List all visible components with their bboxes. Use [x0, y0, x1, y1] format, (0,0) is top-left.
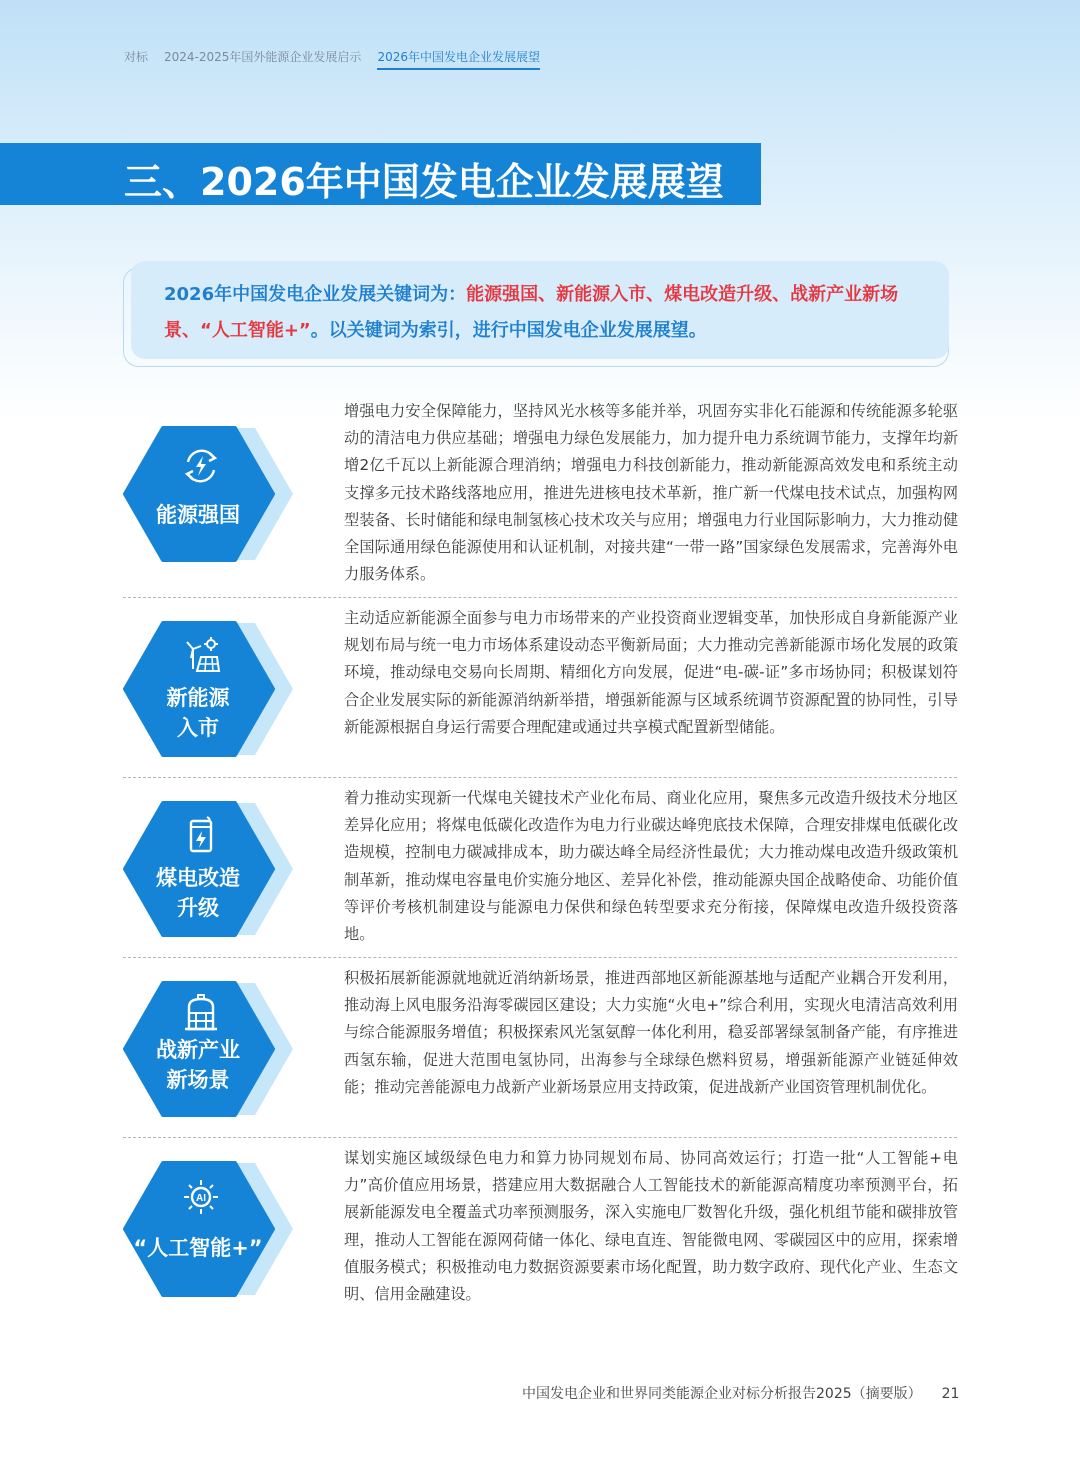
hex-label: “人工智能+” — [133, 1236, 263, 1260]
keyword-3: 煤电改造升级 — [664, 284, 773, 305]
hex-label: 能源强国 — [156, 503, 240, 527]
hex-label-line: 煤电改造 — [156, 866, 240, 890]
energy-cycle-icon — [179, 444, 223, 488]
hex-label-line: 升级 — [177, 896, 219, 920]
hex-badge — [123, 979, 295, 1119]
wind-solar-icon — [179, 633, 223, 677]
page-number: 21 — [941, 1386, 960, 1402]
section-text: 主动适应新能源全面参与电力市场带来的产业投资商业逻辑变革，加快形成自身新能源产业规划布局与统一电力市场体系建设动态平衡新局面；大力推动完善新能源市场化发展的政策环境，推动绿电交易向长周期、精细化方向发展，促进“电-碳-证”多市场协同；积极谋划符合企业发展实际的新能源消纳新举措，增强新能源与区域系统调节资源配置的协同性，引导新能源根据自身运行需要合理配建或通过共享模式配置新型储能。 — [344, 609, 958, 736]
hex-badge — [123, 619, 295, 759]
keyword-sep: 、 — [646, 284, 665, 305]
page-title: 三、2026年中国发电企业发展展望 — [124, 160, 724, 204]
keyword-sep: 、 — [772, 284, 791, 305]
keyword-1: 能源强国 — [466, 284, 539, 305]
svg-text:AI: AI — [196, 1193, 206, 1204]
section-text: 增强电力安全保障能力，坚持风光水核等多能并举，巩固夯实非化石能源和传统能源多轮驱动的清洁电力供应基础；增强电力绿色发展能力，加力提升电力系统调节能力，支撑年均新增2亿千瓦以上新能源合理消纳；增强电力科技创新能力，推动新能源高效发电和系统主动支撑多元技术路线落地应用，推进先进核电技术革新，推广新一代煤电技术试点，加强构网型装备、长时储能和绿电制氢核心技术攻关与应用；增强电力行业国际影响力，大力推动健全国际通用绿色能源使用和认证机制，对接共建“一带一路”国家绿色发展需求，完善海外电力服务体系。 — [344, 402, 958, 584]
breadcrumb-nav — [124, 48, 540, 70]
nav-item-foreign-insights[interactable]: 2024-2025年国外能源企业发展启示 — [164, 50, 362, 64]
divider — [123, 957, 957, 958]
hex-label-line: 新能源 — [166, 686, 230, 710]
coal-plant-icon — [179, 813, 223, 857]
divider — [123, 597, 957, 598]
divider — [123, 777, 957, 778]
hex-label — [123, 1035, 273, 1095]
hex-label-line: 新场景 — [166, 1068, 230, 1092]
keyword-paragraph — [164, 277, 934, 349]
keyword-tail: 。以关键词为索引，进行中国发电企业发展展望。 — [310, 320, 707, 341]
keyword-5: “人工智能+” — [200, 320, 311, 341]
ai-icon — [179, 1175, 223, 1219]
hex-label — [123, 683, 273, 743]
nav-item-benchmark[interactable]: 对标 — [124, 50, 149, 64]
title-band — [0, 143, 761, 205]
hex-badge — [123, 424, 295, 564]
industry-icon — [179, 991, 223, 1035]
keyword-2: 新能源入市 — [556, 284, 647, 305]
divider — [123, 1137, 957, 1138]
section-coal-upgrade — [123, 785, 957, 955]
page-footer — [522, 1383, 959, 1403]
keyword-box — [131, 261, 949, 359]
keyword-sep: 、 — [538, 284, 557, 305]
keyword-intro: 2026年中国发电企业发展关键词为： — [164, 284, 467, 305]
section-text: 着力推动实现新一代煤电关键技术产业化布局、商业化应用，聚焦多元改造升级技术分地区差异化应用；将煤电低碳化改造作为电力行业碳达峰兜底技术保障，合理安排煤电低碳化改造规模，控制电力碳减排成本，助力碳达峰全局经济性最优；大力推动煤电改造升级政策机制革新，推动煤电容量电价实施分地区、差异化补偿，推动能源央国企战略使命、功能价值等评价考核机制建设与能源电力保供和绿色转型要求充分衔接，保障煤电改造升级投资落地。 — [344, 789, 958, 944]
section-ai-plus — [123, 1145, 957, 1315]
hex-label-line: 入市 — [177, 716, 219, 740]
nav-item-active[interactable]: 2026年中国发电企业发展展望 — [377, 48, 540, 70]
hex-badge — [123, 1159, 295, 1299]
section-new-energy-market — [123, 605, 957, 775]
keyword-4: 战新产业新场景 — [164, 284, 899, 341]
section-text: 积极拓展新能源就地就近消纳新场景，推进西部地区新能源基地与适配产业耦合开发利用，推动海上风电服务沿海零碳园区建设；大力实施“火电+”综合利用，实现火电清洁高效利用与综合能源服务增值；积极探索风光氢氨醇一体化利用，稳妥部署绿氢制备产能，有序推进西氢东输，促进大范围电氢协同，出海参与全球绿色燃料贸易，增强新能源产业链延伸效能；推动完善能源电力战新产业新场景应用支持政策，促进战新产业国资管理机制优化。 — [344, 969, 958, 1096]
section-text: 谋划实施区域级绿色电力和算力协同规划布局、协同高效运行；打造一批“人工智能+电力”高价值应用场景，搭建应用大数据融合人工智能技术的新能源高精度功率预测平台，拓展新能源发电全覆盖式功率预测服务，深入实施电厂数智化升级，强化机组节能和碳排放管理，推动人工智能在源网荷储一体化、绿电直连、智能微电网、零碳园区中的应用，探索增值服务模式；积极推动电力数据资源要素市场化配置，助力数字政府、现代化产业、生态文明、信用金融建设。 — [344, 1149, 958, 1304]
hex-label — [123, 863, 273, 923]
hex-label-line: 战新产业 — [156, 1038, 240, 1062]
section-emerging-industry — [123, 965, 957, 1135]
keyword-sep: 、 — [182, 320, 200, 341]
section-energy-power — [123, 398, 957, 588]
hex-badge — [123, 799, 295, 939]
footer-title: 中国发电企业和世界同类能源企业对标分析报告2025（摘要版） — [522, 1386, 922, 1402]
